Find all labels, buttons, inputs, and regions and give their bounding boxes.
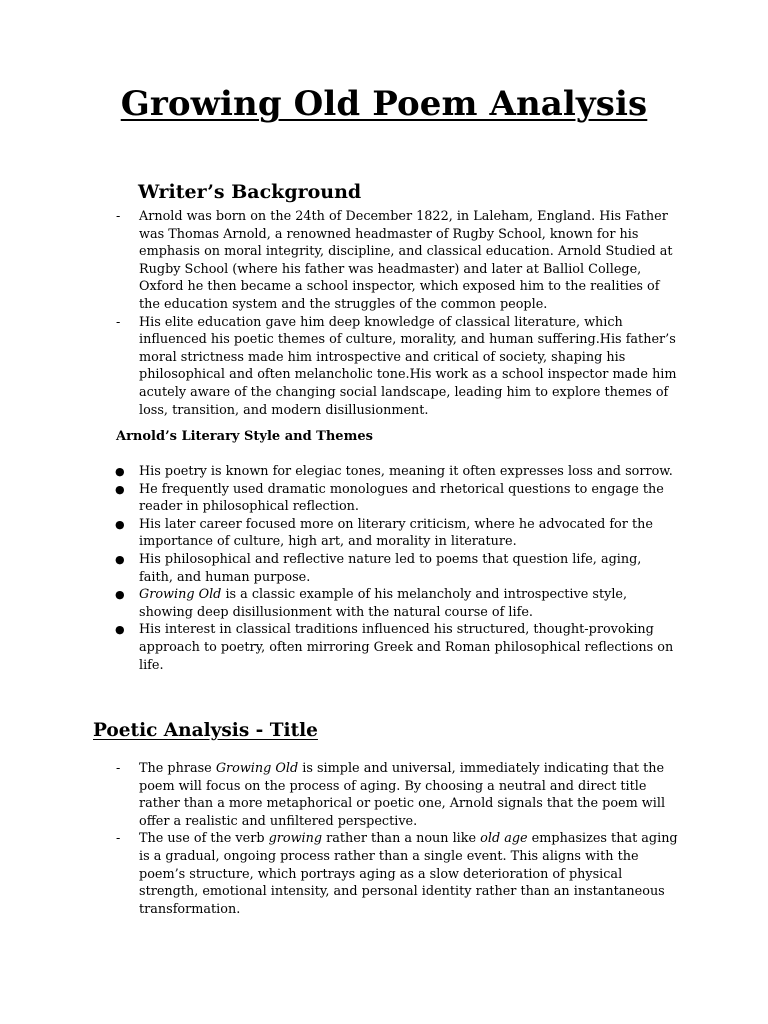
list-item <box>0 586 679 621</box>
style-item-text: His poetry is known for elegiac tones, meaning it often expresses loss and sorrow. <box>139 464 673 479</box>
analysis-text: emphasizes that aging is a gradual, ongoing process rather than a single event. This aligns with the poem’s structure, which portrays aging as a slow deterioration of physical strength, emotional intensity, and personal identity rather than an instantaneous transformation. <box>139 831 678 917</box>
bullet-marker: ● <box>115 552 125 566</box>
writers-background-heading: Writer’s Background <box>138 181 362 203</box>
background-list <box>0 208 768 419</box>
italic-phrase: old age <box>480 831 528 847</box>
list-item <box>0 208 679 314</box>
style-item-text: is a classic example of his melancholy and introspective style, showing deep disillusionment with the natural course of life. <box>139 587 628 620</box>
list-item <box>0 621 679 674</box>
style-item-text: His philosophical and reflective nature led to poems that question life, aging, faith, and human purpose. <box>139 551 642 585</box>
dash-marker: - <box>116 761 121 776</box>
page-title: Growing Old Poem Analysis <box>120 84 648 124</box>
list-item <box>0 551 679 586</box>
background-item-text: His elite education gave him deep knowledge of classical literature, which influenced his poetic themes of culture, morality, and human suffering.His father’s moral strictness made him introspective and critical of society, shaping his philosophical and often melancholic tone.His work as a school inspector made him acutely aware of the changing social landscape, leading him to explore themes of loss, transition, and modern disillusionment. <box>139 314 677 418</box>
italic-title: Growing Old <box>139 587 222 603</box>
dash-marker: - <box>116 831 121 847</box>
bullet-marker: ● <box>115 623 125 637</box>
list-item <box>0 516 679 551</box>
list-item <box>0 463 679 481</box>
dash-marker: - <box>116 314 121 330</box>
list-item <box>0 314 679 420</box>
literary-style-heading: Arnold’s Literary Style and Themes <box>116 429 373 444</box>
bullet-marker: ● <box>115 588 125 602</box>
analysis-list <box>0 760 768 918</box>
analysis-text: rather than a noun like <box>322 831 481 847</box>
dash-marker: - <box>116 209 121 224</box>
bullet-marker: ● <box>115 465 125 478</box>
style-item-text: He frequently used dramatic monologues and rhetorical questions to engage the reader in philosophical reflection. <box>139 481 664 515</box>
analysis-text: The use of the verb <box>139 831 269 847</box>
italic-phrase: Growing Old <box>215 761 299 776</box>
bullet-marker: ● <box>115 517 125 531</box>
style-item-text: His interest in classical traditions influenced his structured, thought-provoking approach to poetry, often mirroring Greek and Roman philosophical reflections on life. <box>139 622 674 673</box>
poetic-analysis-title-heading: Poetic Analysis - Title <box>93 720 318 741</box>
background-item-text: Arnold was born on the 24th of December 1822, in Laleham, England. His Father was Thomas Arnold, a renowned headmaster of Rugby School, known for his emphasis on moral integrity, discipline, and classical education. Arnold Studied at Rugby School (where his father was headmaster) and later at Balliol College, Oxford he then became a school inspector, which exposed him to the realities of the education system and the struggles of the common people. <box>139 209 673 312</box>
list-item <box>0 760 679 830</box>
italic-phrase: growing <box>268 831 323 847</box>
list-item <box>0 830 679 918</box>
style-list <box>0 463 768 674</box>
analysis-text: is simple and universal, immediately indicating that the poem will focus on the process of aging. By choosing a neutral and direct title rather than a more metaphorical or poetic one, Arnold signals that the poem will offer a realistic and unfiltered perspective. <box>139 761 666 829</box>
bullet-marker: ● <box>115 482 125 496</box>
list-item <box>0 481 679 516</box>
style-item-text: His later career focused more on literary criticism, where he advocated for the importance of culture, high art, and morality in literature. <box>139 516 653 550</box>
analysis-text: The phrase <box>139 761 216 776</box>
